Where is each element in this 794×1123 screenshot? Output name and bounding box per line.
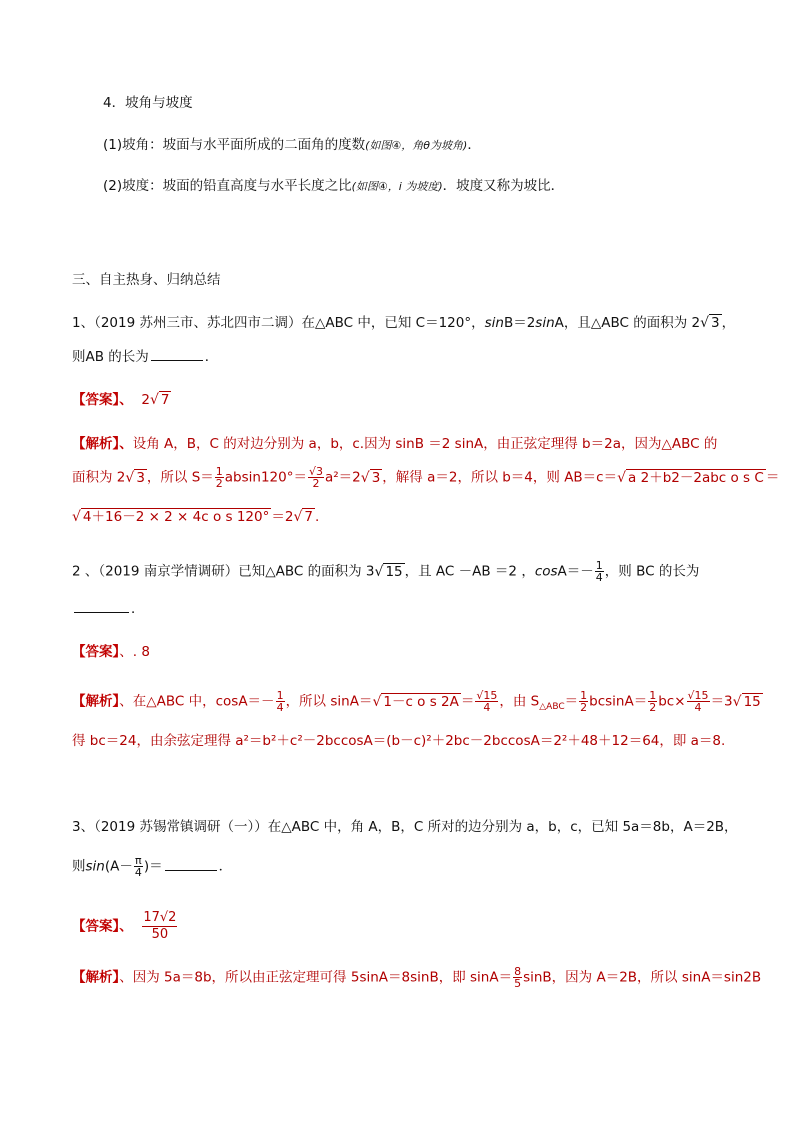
q3-answer-blank: [165, 856, 217, 871]
q2-analysis-label: 【解析】: [72, 693, 120, 710]
section4-title: 4．坡角与坡度: [103, 95, 193, 111]
q1-text-a: 1、（2019 苏州三市、苏北四市二调）在△ABC 中，已知 C＝120°，: [72, 315, 485, 331]
q1-line2: [72, 346, 218, 368]
q3-line1: 3、（2019 苏锡常镇调研（一））在△ABC 中，角 A，B，C 所对的边分别为 a，b，c，已知 5a＝8b，A＝2B，: [72, 819, 738, 835]
q2-answer-blank: [74, 598, 129, 613]
item1-note: (如图④，角θ为坡角): [365, 139, 468, 152]
q1-line2-text: 则AB 的长为: [72, 349, 149, 365]
q1-sin-1: sin: [484, 315, 504, 331]
q1-analysis-text1: 设角 A，B，C 的对边分别为 a，b，c.因为 sinB ＝2 sinA，由正弦定理得 b＝2a，因为△ABC 的: [132, 436, 718, 452]
q1-analysis-line1: [72, 433, 717, 455]
q1-text-b: B＝2: [503, 315, 536, 331]
q3-answer: [72, 910, 178, 943]
section3-title: 三、自主热身、归纳总结: [72, 272, 221, 288]
q1-line2-end: ．: [204, 349, 219, 365]
q1-analysis-label: 【解析】、: [72, 436, 133, 452]
q2-answer-label: 【答案】: [72, 644, 120, 660]
q1-text-c: A，且△ABC 的面积为 2: [554, 315, 701, 331]
section4-item2: [103, 175, 564, 198]
item1-text: (1)坡角：坡面与水平面所成的二面角的度数: [103, 137, 366, 153]
q1-analysis-line2: 面积为 2√ 3 ，所以 S＝ $\frac{1}{2}$ absin120°＝ $\frac{√3}{2}$ a²＝2√ 3 ，解得 a＝2，所以 b＝4，则 AB＝c＝√ a 2＋b2－2abc o s C ＝: [72, 465, 780, 490]
q3-analysis-line1: 【解析】、因为 5a＝8b，所以由正弦定理可得 5sinA＝8sinB，即 sinA＝ $\frac{8}{5}$ sinB，因为 A＝2B，所以 sinA＝sin2B: [72, 965, 762, 990]
q3-answer-value: $\frac{17√2}{50}$: [143, 910, 177, 942]
q2-analysis-line2: 得 bc＝24，由余弦定理得 a²＝b²＋c²－2bccosA＝(b－c)²＋2bc－2bccosA＝2²＋48＋12＝64，即 a＝8.: [72, 733, 726, 749]
item2-end: ．坡度又称为坡比．: [442, 178, 565, 194]
q2-answer-value: 、. 8: [119, 644, 150, 660]
q2-answer: [72, 641, 150, 663]
item2-text: (2)坡度：坡面的铅直高度与水平长度之比: [103, 178, 352, 194]
q1-line1: [72, 312, 735, 334]
q1-text-d: ，: [721, 315, 736, 331]
q3-line2: 则sin(A－ $\frac{\pi}{4}$ )＝ ．: [72, 854, 233, 879]
item1-end: ．: [467, 137, 481, 153]
item2-note: (如图④，i 为坡度): [351, 180, 443, 193]
q3-answer-label: 【答案】、: [72, 918, 133, 935]
q2-line1: 2 、（2019 南京学情调研）已知△ABC 的面积为 3√ 15 ，且 AC －AB ＝2 ，cosA＝－ $\frac{1}{4}$ ，则 BC 的长为: [72, 559, 700, 584]
section4-item1: [103, 134, 481, 157]
q2-line2: ．: [72, 598, 145, 620]
q1-answer-value: 2√ 7: [141, 392, 170, 408]
q1-answer: [72, 389, 171, 411]
q1-analysis-line3: √ 4＋16－2 × 2 × 4c o s 120° ＝2√ 7 .: [72, 509, 320, 525]
q3-analysis-label: 【解析】: [72, 969, 120, 986]
q1-sin-2: sin: [535, 315, 555, 331]
q2-analysis-line1: 【解析】、在△ABC 中，cosA＝－ $\frac{1}{4}$ ，所以 sinA＝√ 1－c o s 2A ＝ $\frac{√15}{4}$ ，由 $S_{\triangle ABC}=$ $\frac{1}{2}$ bcsinA＝ $\frac{1}{2}$ bc× $\frac{√15}{4}$ ＝3√ 15: [72, 689, 761, 714]
q1-sqrt: √ 3: [700, 315, 720, 331]
q1-answer-label: 【答案】、: [72, 392, 133, 408]
q1-answer-blank: [151, 346, 203, 361]
